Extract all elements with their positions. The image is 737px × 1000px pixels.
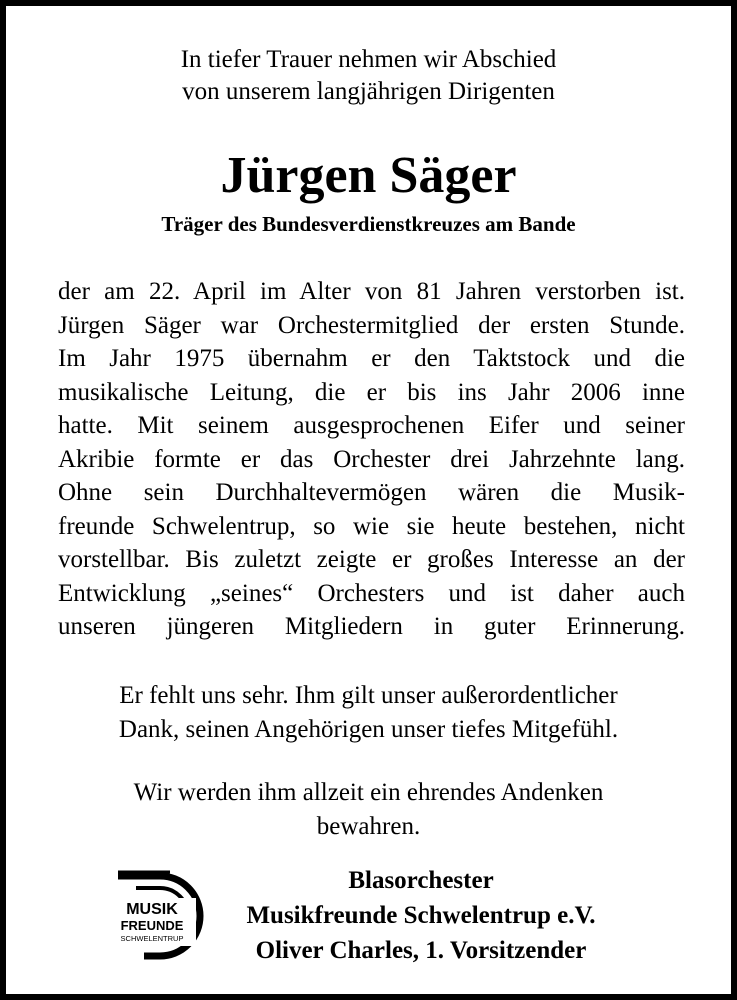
logo-word-1: MUSIK — [126, 901, 178, 918]
body-line: hatte. Mit seinem ausgesprochenen Eifer und seiner — [58, 412, 685, 439]
musikfreunde-logo-icon — [114, 868, 204, 964]
closing-line-2: Dank, seinen Angehörigen unser tiefes Mitgefühl. — [118, 716, 619, 743]
deceased-name: Jürgen Säger — [220, 147, 517, 204]
logo-word-2: FREUNDE — [120, 918, 184, 933]
signature-line-3: Oliver Charles, 1. Vorsitzender — [255, 937, 587, 964]
signature-block — [211, 863, 631, 968]
body-line: Jürgen Säger war Orchestermitglied der ersten Stunde. — [58, 311, 685, 339]
logo-word-3: SCHWELENTRUP — [120, 934, 184, 943]
body-line: Ohne sein Durchhaltevermögen wären die Musik- — [58, 479, 685, 506]
body-line: der am 22. April im Alter von 81 Jahren verstorben ist. — [58, 278, 685, 305]
body-line: musikalische Leitung, die er bis ins Jahr 2006 inne — [58, 378, 685, 406]
body-line: Akribie formte er das Orchester drei Jahrzehnte lang. — [58, 445, 685, 473]
signature-line-2: Musikfreunde Schwelentrup e.V. — [246, 902, 596, 929]
remembrance-text — [6, 776, 731, 844]
closing-text — [6, 679, 731, 747]
body-line: unseren jüngeren Mitgliedern in guter Erinnerung. — [58, 613, 685, 640]
obituary-body — [58, 275, 685, 644]
intro-line-1: In tiefer Trauer nehmen wir Abschied — [180, 46, 557, 73]
closing-line-1: Er fehlt uns sehr. Ihm gilt unser außerordentlicher — [119, 682, 618, 709]
intro-text — [6, 44, 731, 108]
intro-line-2: von unserem langjährigen Dirigenten — [182, 78, 555, 105]
body-line: Im Jahr 1975 übernahm er den Taktstock und die — [58, 345, 685, 372]
body-line: freunde Schwelentrup, so wie sie heute bestehen, nicht — [58, 512, 685, 540]
remembrance-line-1: Wir werden ihm allzeit ein ehrendes Andenken — [133, 779, 604, 806]
remembrance-line-2: bewahren. — [316, 813, 421, 840]
deceased-honor: Träger des Bundesverdienstkreuzes am Bande — [161, 212, 576, 236]
body-line: Entwicklung „seines“ Orchesters und ist daher auch — [58, 579, 685, 607]
signature-line-1: Blasorchester — [348, 867, 494, 894]
body-line: vorstellbar. Bis zuletzt zeigte er großes Interesse an der — [58, 546, 685, 573]
